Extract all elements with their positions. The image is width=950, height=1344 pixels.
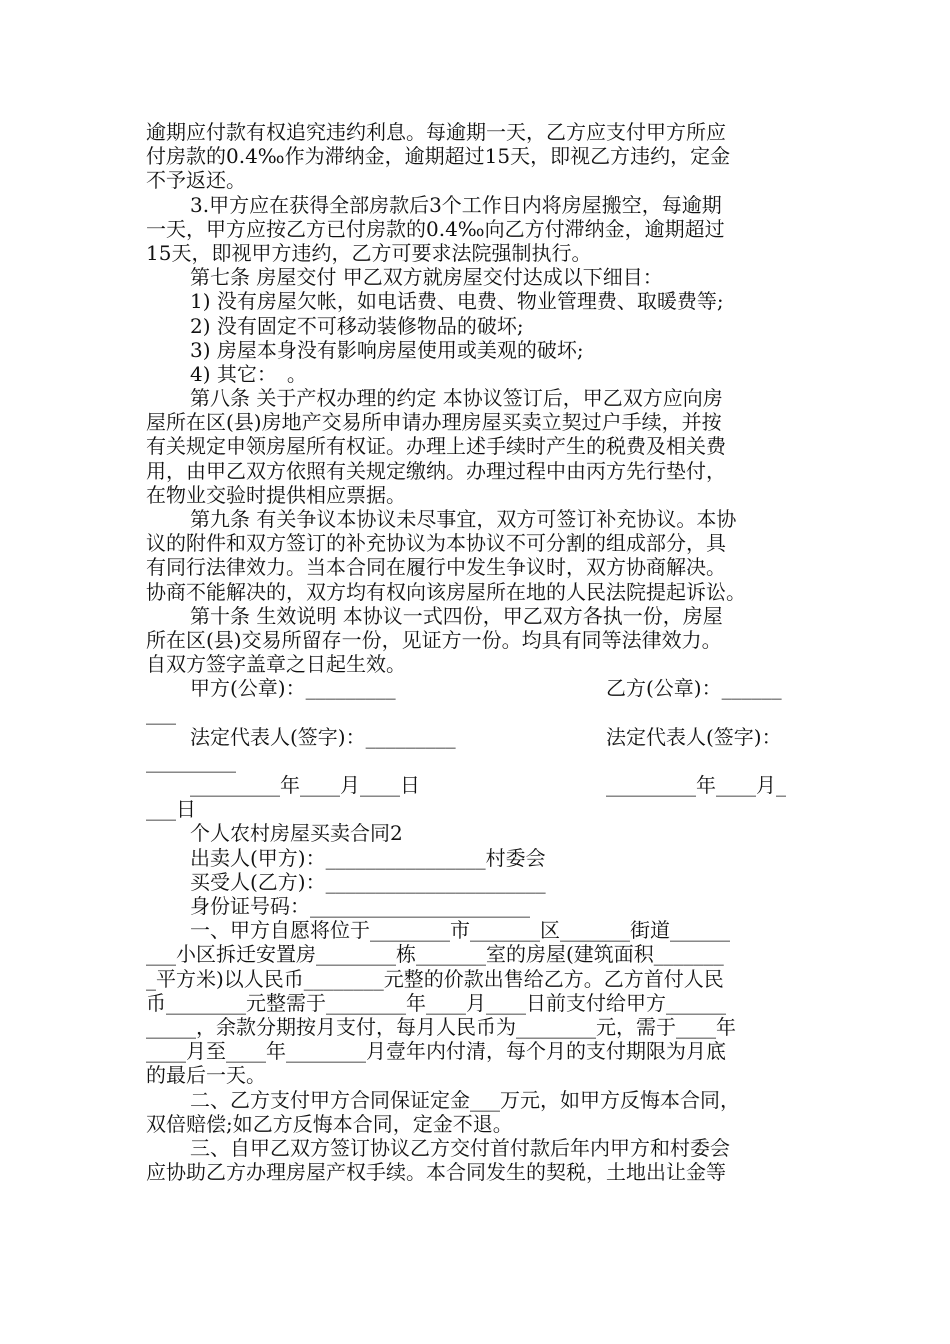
signature-row-rep (146, 725, 814, 749)
text-line: 不予返还。 (146, 168, 246, 193)
date-a: _________年____月____日 (190, 773, 420, 798)
text-line: _____，余款分期按月支付，每月人民币为________元，需于____年 (146, 1014, 736, 1039)
text-line: 二、乙方支付甲方合同保证定金___万元，如甲方反悔本合同， (190, 1087, 740, 1112)
text-line: 议的附件和双方签订的补充协议为本协议不可分割的组成部分，具 (146, 531, 726, 556)
date-b-cont: ___日 (146, 797, 196, 822)
text-line: 三、自甲乙双方签订协议乙方交付首付款后年内甲方和村委会 (190, 1135, 730, 1160)
text-line: 币________元整需于________年____月____日前支付给甲方______ (146, 990, 726, 1015)
text-line: 第八条 关于产权办理的约定 本协议签订后，甲乙双方应向房 (190, 386, 723, 411)
text-line: 自双方签字盖章之日起生效。 (146, 652, 406, 677)
text-line: ____月至____年________月壹年内付清，每个月的支付期限为月底 (146, 1039, 726, 1064)
text-line: 协商不能解决的，双方均有权向该房屋所在地的人民法院提起诉讼。 (146, 579, 746, 604)
text-line: 一天，甲方应按乙方已付房款的0.4‰向乙方付滞纳金，逾期超过 (146, 216, 725, 241)
rep-b-cont: _________ (146, 748, 236, 773)
list-item: 2) 没有固定不可移动装修物品的破坏; (190, 313, 524, 338)
list-item: 4) 其它： 。 (190, 361, 307, 386)
text-line: 屋所在区(县)房地产交易所申请办理房屋买卖立契过户手续，并按 (146, 410, 722, 435)
text-line: 在物业交验时提供相应票据。 (146, 482, 406, 507)
id-number-line: 身份证号码：______________________ (190, 894, 530, 918)
text-line: 有同行法律效力。当本合同在履行中发生争议时，双方协商解决。 (146, 555, 726, 580)
article-7-title: 第七条 房屋交付 甲乙双方就房屋交付达成以下细目： (190, 265, 663, 290)
text-line: ___小区拆迁安置房________栋_______室的房屋(建筑面积_______ (146, 942, 724, 967)
contract-2-title: 个人农村房屋买卖合同2 (190, 821, 403, 846)
text-line: 双倍赔偿;如乙方反悔本合同，定金不退。 (146, 1111, 513, 1136)
date-b: _________年____月_ (606, 773, 786, 798)
text-line: 一、甲方自愿将位于________市_______区_______街道______ (190, 918, 730, 943)
text-line: 第九条 有关争议本协议未尽事宜，双方可签订补充协议。本协 (190, 507, 737, 531)
seller-line: 出卖人(甲方)：________________村委会 (190, 845, 546, 870)
rep-a: 法定代表人(签字)：_________ (190, 724, 456, 749)
text-line: 用，由甲乙双方依照有关规定缴纳。办理过程中由丙方先行垫付， (146, 458, 726, 483)
text-line: 所在区(县)交易所留存一份，见证方一份。均具有同等法律效力。 (146, 627, 722, 652)
text-line: 付房款的0.4‰作为滞纳金，逾期超过15天，即视乙方违约，定金 (146, 144, 731, 169)
party-a-seal: 甲方(公章)：_________ (190, 676, 396, 701)
signature-row-date (146, 773, 814, 797)
signature-row-seal (146, 676, 814, 700)
text-line: 应协助乙方办理房屋产权手续。本合同发生的契税，土地出让金等 (146, 1160, 726, 1185)
list-item: 3) 房屋本身没有影响房屋使用或美观的破坏; (190, 337, 584, 362)
text-line: 3.甲方应在获得全部房款后3个工作日内将房屋搬空，每逾期 (190, 192, 722, 217)
buyer-line: 买受人(乙方)：______________________ (190, 869, 546, 894)
text-line: 的最后一天。 (146, 1063, 266, 1088)
text-line: _平方米)以人民币________元整的价款出售给乙方。乙方首付人民 (146, 966, 724, 991)
text-line: 第十条 生效说明 本协议一式四份，甲乙双方各执一份，房屋 (190, 603, 723, 628)
text-line: 逾期应付款有权追究违约利息。每逾期一天，乙方应支付甲方所应 (146, 120, 726, 144)
list-item: 1) 没有房屋欠帐，如电话费、电费、物业管理费、取暖费等; (190, 289, 724, 314)
text-line: 15天，即视甲方违约，乙方可要求法院强制执行。 (146, 240, 592, 265)
rep-b: 法定代表人(签字)： (606, 724, 782, 749)
party-b-seal-cont: ___ (146, 700, 176, 725)
text-line: 有关规定申领房屋所有权证。办理上述手续时产生的税费及相关费 (146, 434, 726, 459)
party-b-seal: 乙方(公章)：______ (606, 676, 782, 701)
document-body (146, 120, 814, 1184)
